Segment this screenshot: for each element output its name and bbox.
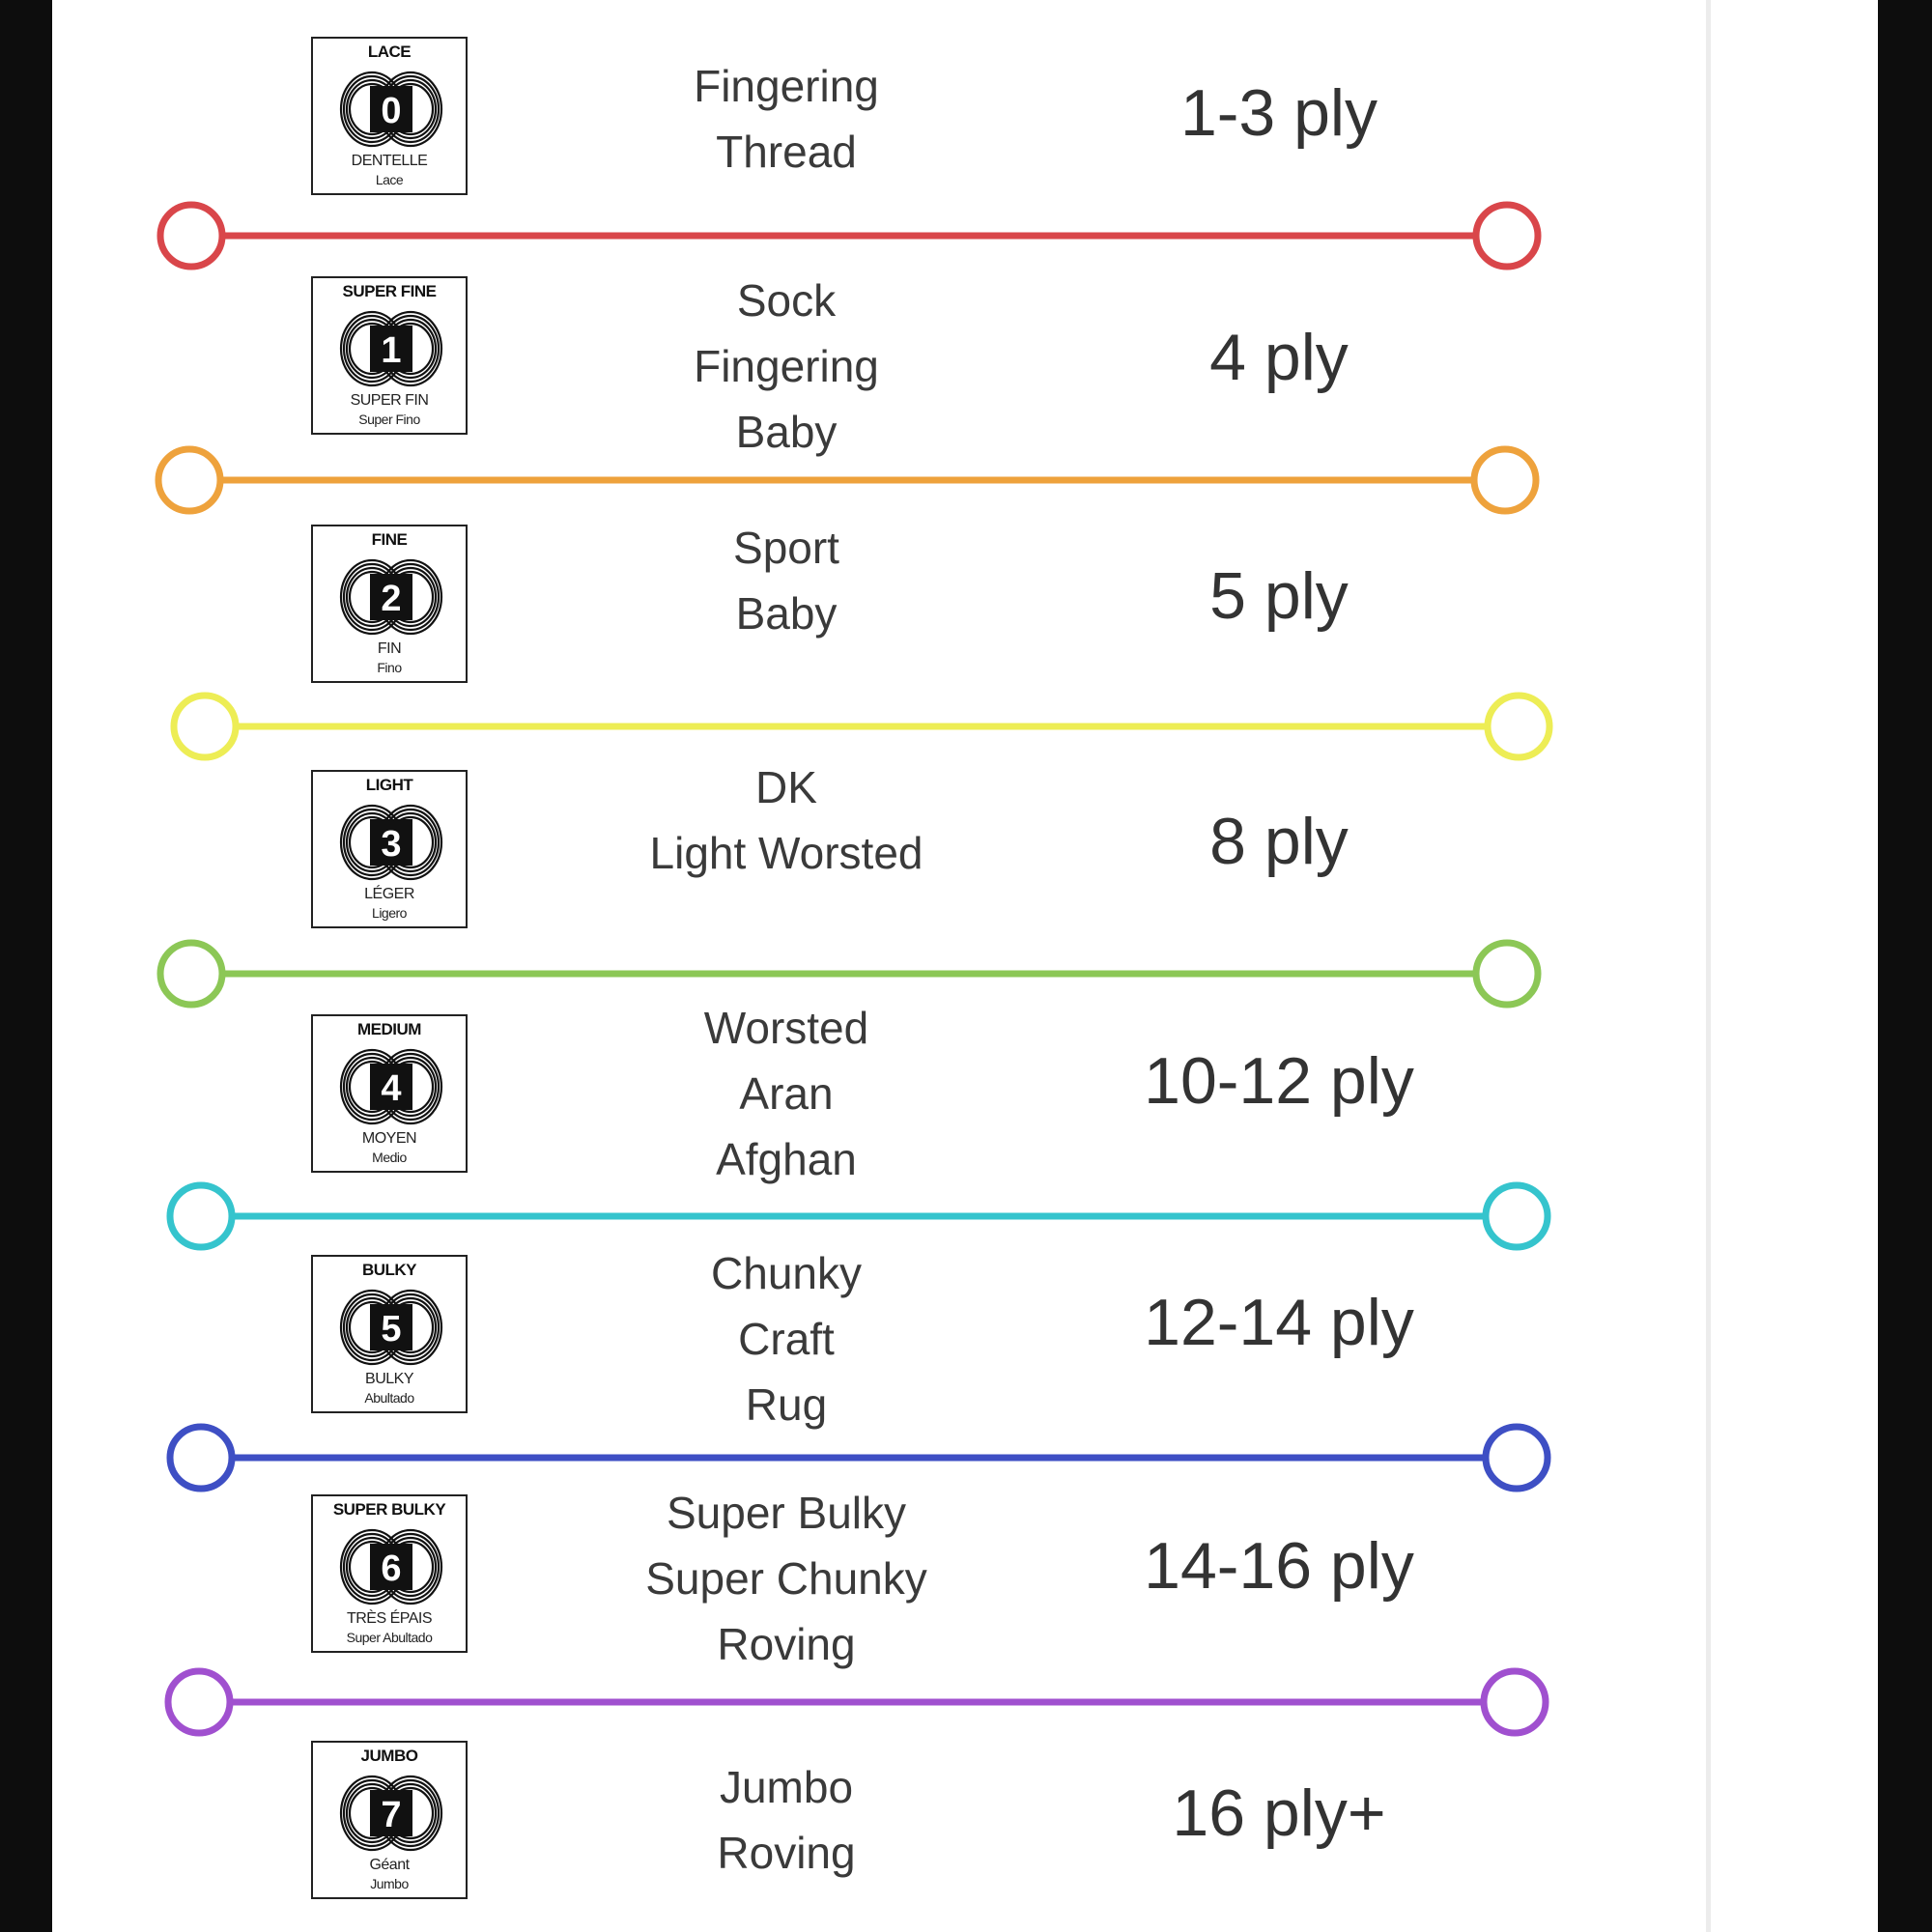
yarn-type-name: Chunky — [711, 1248, 862, 1298]
weight-number: 1 — [381, 330, 402, 371]
yarn-skein-icon — [333, 307, 449, 390]
yarn-type-name: Baby — [735, 588, 838, 639]
ply-count: 1-3 ply — [1179, 76, 1378, 150]
weight-number: 5 — [381, 1309, 402, 1350]
weight-number: 4 — [381, 1068, 402, 1109]
yarn-type-name: Afghan — [716, 1134, 857, 1184]
weight-number: 6 — [381, 1548, 402, 1589]
yarn-type-name: DK — [755, 762, 817, 812]
weight-category-label: SUPER BULKY — [332, 1500, 446, 1519]
weight-french-label: FIN — [377, 640, 402, 657]
yarn-skein-icon — [333, 68, 449, 151]
yarn-type-names — [593, 754, 980, 886]
yarn-weight-symbol — [311, 276, 468, 435]
weight-number: 7 — [381, 1795, 402, 1835]
yarn-type-names — [593, 515, 980, 646]
yarn-type-names — [593, 268, 980, 465]
yarn-weight-symbol — [311, 1255, 468, 1413]
yarn-type-name: Sport — [733, 523, 839, 573]
yarn-skein-icon — [333, 801, 449, 884]
weight-category-label: LACE — [367, 43, 412, 61]
weight-spanish-label: Super Abultado — [346, 1630, 433, 1645]
weight-french-label: TRÈS ÉPAIS — [346, 1610, 433, 1627]
yarn-type-name: Fingering — [694, 61, 879, 111]
yarn-weight-symbol — [311, 1494, 468, 1653]
weight-french-label: Géant — [369, 1857, 410, 1873]
yarn-weight-symbol — [311, 1014, 468, 1173]
weight-number: 3 — [381, 824, 402, 865]
yarn-type-name: Sock — [736, 275, 837, 326]
weight-french-label: BULKY — [365, 1371, 413, 1387]
ply-count: 12-14 ply — [1144, 1286, 1414, 1359]
yarn-type-name: Craft — [738, 1314, 835, 1364]
weight-number: 2 — [381, 579, 402, 619]
yarn-type-name: Roving — [717, 1828, 856, 1878]
yarn-type-name: Super Bulky — [666, 1488, 906, 1538]
yarn-type-names — [593, 1754, 980, 1886]
yarn-type-names — [593, 1240, 980, 1437]
weight-spanish-label: Lace — [375, 172, 404, 187]
yarn-type-name: Super Chunky — [645, 1553, 927, 1604]
weight-spanish-label: Super Fino — [358, 412, 420, 427]
weight-spanish-label: Jumbo — [370, 1876, 409, 1891]
ply-count: 8 ply — [1209, 805, 1349, 878]
weight-french-label: LÉGER — [364, 886, 414, 902]
yarn-type-name: Roving — [717, 1619, 856, 1669]
weight-category-label: LIGHT — [365, 776, 413, 794]
yarn-weight-symbol — [311, 37, 468, 195]
weight-category-label: BULKY — [361, 1261, 417, 1279]
yarn-type-name: Rug — [745, 1379, 828, 1430]
ply-count: 14-16 ply — [1144, 1529, 1414, 1603]
yarn-type-name: Aran — [739, 1068, 834, 1119]
weight-spanish-label: Medio — [372, 1150, 407, 1165]
yarn-type-name: Baby — [735, 407, 838, 457]
yarn-skein-icon — [333, 1525, 449, 1608]
yarn-skein-icon — [333, 1286, 449, 1369]
weight-category-label: JUMBO — [360, 1747, 418, 1765]
ply-count: 16 ply+ — [1172, 1776, 1386, 1850]
weight-french-label: DENTELLE — [351, 153, 428, 169]
weight-spanish-label: Abultado — [364, 1390, 414, 1406]
yarn-weight-symbol — [311, 770, 468, 928]
yarn-skein-icon — [333, 555, 449, 639]
panel-right-border — [1706, 0, 1711, 1932]
weight-spanish-label: Ligero — [372, 905, 407, 921]
yarn-weight-symbol — [311, 1741, 468, 1899]
yarn-type-name: Jumbo — [719, 1762, 854, 1812]
weight-category-label: FINE — [371, 530, 408, 549]
weight-number: 0 — [381, 91, 402, 131]
yarn-skein-icon — [333, 1045, 449, 1128]
yarn-type-name: Fingering — [694, 341, 879, 391]
weight-spanish-label: Fino — [377, 660, 402, 675]
yarn-type-names — [593, 995, 980, 1192]
weight-french-label: MOYEN — [361, 1130, 417, 1147]
yarn-type-names — [593, 53, 980, 185]
yarn-type-names — [593, 1480, 980, 1677]
yarn-type-name: Thread — [716, 127, 857, 177]
weight-category-label: SUPER FINE — [342, 282, 437, 300]
weight-category-label: MEDIUM — [357, 1020, 421, 1038]
ply-count: 10-12 ply — [1144, 1044, 1414, 1118]
weight-french-label: SUPER FIN — [350, 392, 429, 409]
yarn-skein-icon — [333, 1772, 449, 1855]
yarn-type-name: Light Worsted — [649, 828, 923, 878]
yarn-type-name: Worsted — [703, 1003, 869, 1053]
yarn-weight-symbol — [311, 525, 468, 683]
ply-count: 5 ply — [1209, 559, 1349, 633]
ply-count: 4 ply — [1209, 321, 1349, 394]
